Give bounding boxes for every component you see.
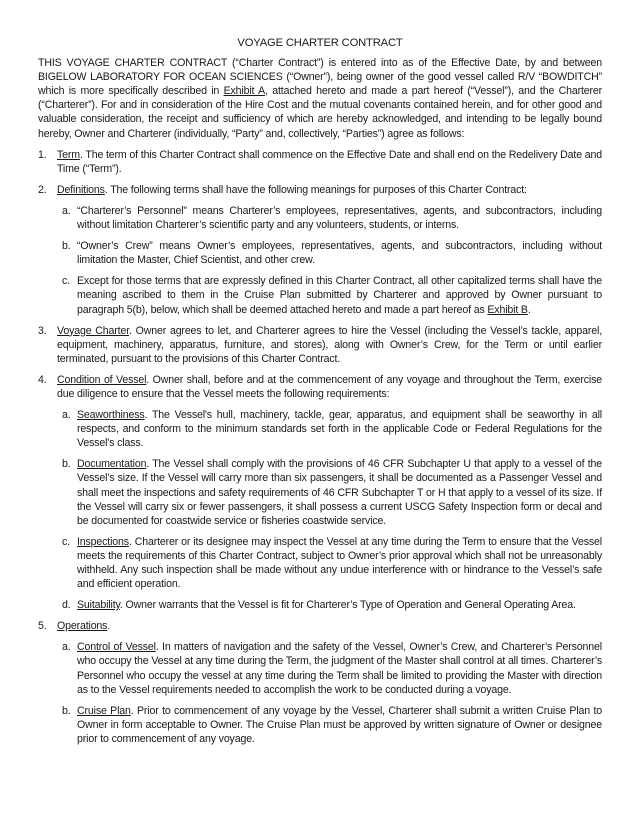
- condition-item: [38, 457, 602, 527]
- item-text: “Charterer’s Personnel” means Charterer’s employees, representatives, agents, and subcontractors, including without limitation Charterer’s scientific party and any volunteers, students, or interns.: [77, 204, 602, 232]
- item-text: . Charterer or its designee may inspect the Vessel at any time during the Term to ensure that the Vessel meets the requirements of this Charter Contract, subject to Owner’s prior approval which shall not be unreasonably withheld. Any such inspection shall be made without any undue interference with or hindrance to the Vessel’s safe and efficient operation.: [77, 535, 602, 591]
- item-letter: c.: [62, 535, 70, 548]
- item-heading: Control of Vessel: [77, 641, 156, 654]
- section-number: 5.: [38, 620, 47, 633]
- condition-item: [38, 598, 602, 612]
- item-text: . The Vessel's hull, machinery, tackle, gear, apparatus, and equipment shall be seaworthy in all respects, and conform to the minimum standards set forth in the applicable Code or Federal Regulations for the Vessel's class.: [77, 409, 602, 450]
- intro-text: THIS VOYAGE CHARTER CONTRACT (“Charter Contract”) is entered into as of the Effective Date, by and between BIGELOW LABORATORY FOR OCEAN SCIENCES (“Owner”), being owner of the good vessel called R/V “BOWDITCH” which is more specifically described in: [38, 57, 602, 98]
- item-text-end: .: [527, 303, 531, 316]
- section-text: .: [107, 620, 111, 633]
- condition-item: [38, 535, 602, 591]
- section-heading: Operations: [57, 620, 108, 633]
- item-heading: Inspections: [77, 535, 129, 548]
- section-text: . Owner shall, before and at the commencement of any voyage and throughout the Term, exercise due diligence to ensure that the Vessel meets the following requirements:: [57, 373, 602, 400]
- item-letter: b.: [62, 458, 71, 471]
- operations-item: [38, 704, 602, 746]
- item-text: . Owner warrants that the Vessel is fit for Charterer’s Type of Operation and General Operating Area.: [119, 599, 576, 612]
- definition-item: [38, 239, 602, 267]
- section-term: [38, 148, 602, 176]
- section-number: 4.: [38, 373, 47, 386]
- section-operations: [38, 619, 602, 633]
- item-heading: Suitability: [77, 599, 120, 612]
- item-letter: b.: [62, 704, 71, 717]
- item-letter: b.: [62, 240, 71, 253]
- section-heading: Term: [57, 148, 80, 161]
- section-heading: Condition of Vessel: [57, 373, 147, 386]
- section-voyage-charter: [38, 324, 602, 366]
- document-page: [38, 36, 602, 753]
- section-heading: Voyage Charter: [57, 324, 129, 337]
- item-text: Except for those terms that are expressly defined in this Charter Contract, all other capitalized terms shall have the meaning ascribed to them in the Cruise Plan submitted by Charterer and approved by Owner pursuant to paragraph 5(b), below, which shall be deemed attached hereto and made a part hereof as: [77, 275, 602, 316]
- document-title: VOYAGE CHARTER CONTRACT: [237, 37, 403, 49]
- item-letter: a.: [62, 409, 71, 422]
- section-number: 2.: [38, 183, 47, 196]
- section-definitions: [38, 183, 602, 197]
- item-letter: c.: [62, 275, 70, 288]
- definition-item: [38, 204, 602, 232]
- section-text: . Owner agrees to let, and Charterer agrees to hire the Vessel (including the Vessel’s tackle, apparel, equipment, machinery, apparatus, furniture, and stores), along with Owner’s Crew, for the Term or until earlier terminated, pursuant to the provisions of this Charter Contract.: [57, 324, 602, 365]
- exhibit-a-link: Exhibit A: [223, 85, 266, 98]
- intro-text-cont: , attached hereto and made a part hereof (“Vessel”), and the Charterer (“Charterer”). For and in consideration of the Hire Cost and the mutual covenants contained herein, and for other good and valuable consideration, the receipt and sufficiency of which are hereby acknowledged, and intending to be legally bound hereby, Owner and Charterer (individually, “Party” and, collectively, “Parties”) agree as follows:: [38, 85, 602, 140]
- item-text: “Owner’s Crew” means Owner’s employees, representatives, agents, and subcontractors, including without limitation the Master, Chief Scientist, and other crew.: [77, 240, 602, 267]
- section-number: 3.: [38, 324, 47, 337]
- item-heading: Documentation: [77, 458, 147, 471]
- definition-item: [38, 274, 602, 316]
- item-letter: a.: [62, 204, 71, 217]
- condition-item: [38, 408, 602, 450]
- section-number: 1.: [38, 148, 47, 161]
- item-letter: a.: [62, 641, 71, 654]
- item-letter: d.: [62, 599, 71, 612]
- section-text: . The following terms shall have the following meanings for purposes of this Charter Contract:: [104, 183, 527, 196]
- item-heading: Seaworthiness: [77, 409, 145, 422]
- item-text: . Prior to commencement of any voyage by the Vessel, Charterer shall submit a written Cruise Plan to Owner in form acceptable to Owner. The Cruise Plan must be approved by written signature of Owner or designee prior to commencement of any voyage.: [77, 704, 603, 745]
- intro-paragraph: [38, 56, 602, 141]
- section-condition-of-vessel: [38, 373, 602, 401]
- item-text: . In matters of navigation and the safety of the Vessel, Owner’s Crew, and Charterer’s Personnel who occupy the Vessel at any time during the Term, the judgment of the Master shall control at all times. Charterer’s Personnel who occupy the vessel at any time during the Term shall be limited to providing the Master with direction as to the Vessel requirements needed to accomplish the work to be conducted during a voyage.: [77, 641, 602, 696]
- exhibit-b-link: Exhibit B: [487, 303, 528, 316]
- section-heading: Definitions: [57, 183, 105, 196]
- item-text: . The Vessel shall comply with the provisions of 46 CFR Subchapter U that apply to a vessel of the Vessel’s size. If the Vessel will carry more than six passengers, it shall be documented as a Passenger Vessel and shall meet the inspections and safety requirements of 46 CFR Subchapter T or H that apply to a vessel of its size. If the Vessel will carry six or fewer passengers, it shall possess a current USCG Safety Inspection form or decal and be documented for coastwide service or fisheries coastwide service.: [77, 458, 602, 527]
- section-text: . The term of this Charter Contract shall commence on the Effective Date and shall end on the Redelivery Date and Time (“Term”).: [57, 148, 602, 175]
- item-heading: Cruise Plan: [77, 704, 131, 717]
- operations-item: [38, 640, 602, 696]
